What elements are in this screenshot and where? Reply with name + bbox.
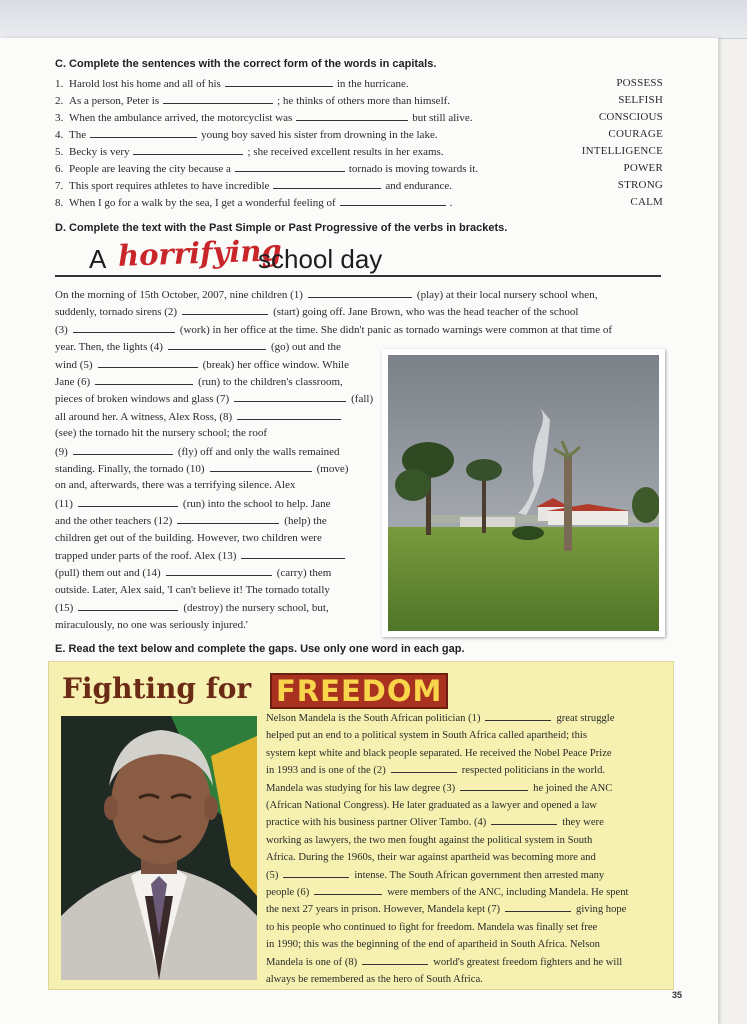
line-text: (work) in her office at the time. She didn't panic as tornado warnings were common at that time of (179, 323, 613, 336)
line-text: were members of the ANC, including Mandela. He spent (387, 887, 629, 898)
article-title-highlight: FREEDOM (270, 673, 448, 709)
text-line-8 (55, 409, 346, 424)
answer-blank[interactable] (210, 461, 312, 472)
line-text: practice with his business partner Oliver Tambo. (4) (266, 817, 487, 829)
text-line-4 (55, 339, 341, 354)
line-text: (pull) them out and (14) (55, 567, 161, 580)
line-text: (play) at their local nursery school when, (416, 289, 598, 301)
answer-blank[interactable] (460, 780, 528, 791)
sentence-8 (55, 195, 663, 210)
text-line-7 (55, 391, 373, 406)
line-text: Jane (6) (55, 376, 91, 388)
line-text: people (6) (266, 887, 310, 898)
line-text: respected politicians in the world. (461, 765, 606, 777)
text-line-6 (55, 374, 343, 389)
text-line-11 (266, 884, 629, 901)
line-text: (see) the tornado hit the nursery school; the roof (55, 427, 267, 440)
line-text: (5) (266, 869, 279, 881)
text-line-17 (55, 565, 331, 580)
sentence-text-after: ; she received excellent results in her exams. (247, 146, 444, 158)
answer-blank[interactable] (225, 76, 333, 87)
sentence-text-after: tornado is moving towards it. (348, 163, 479, 175)
sentence-text-after: in the hurricane. (336, 78, 409, 90)
tornado-photo (382, 349, 665, 637)
line-text: (run) to the children's classroom, (198, 376, 343, 388)
text-line-9 (266, 849, 596, 866)
sentence-3 (55, 110, 663, 125)
line-text: Nelson Mandela is the South African politician (1) (266, 713, 481, 724)
line-text: great struggle (556, 713, 615, 724)
section-e-heading: E. Read the text below and complete the gaps. Use only one word in each gap. (55, 643, 465, 655)
answer-blank[interactable] (273, 178, 381, 189)
answer-blank[interactable] (166, 565, 272, 576)
line-text: (fall) (351, 393, 374, 406)
sentence-number: 7. (55, 180, 64, 192)
page-number: 35 (672, 990, 683, 1000)
line-text: Mandela was studying for his law degree (3) (266, 782, 456, 794)
line-text: trapped under parts of the roof. Alex (13) (55, 550, 237, 562)
text-line-3 (55, 322, 612, 337)
text-line-1 (266, 710, 614, 727)
line-text: and the other teachers (12) (55, 515, 173, 528)
line-text: (start) going off. Jane Brown, who was the head teacher of the school (273, 306, 579, 319)
answer-blank[interactable] (362, 954, 428, 965)
answer-blank[interactable] (340, 195, 446, 206)
line-text: year. Then, the lights (4) (55, 341, 163, 354)
capital-word: STRONG (617, 179, 663, 191)
sentence-number: 6. (55, 163, 64, 175)
line-text: intense. The South African government then arrested many (354, 869, 605, 881)
answer-blank[interactable] (308, 287, 412, 298)
capital-word: COURAGE (608, 128, 663, 140)
text-line-12 (266, 901, 626, 918)
line-text: in 1993 and is one of the (2) (266, 765, 386, 777)
text-line-6 (266, 797, 597, 814)
line-text: they were (562, 817, 604, 829)
line-text: (destroy) the nursery school, but, (183, 602, 329, 615)
sentence-number: 1. (55, 78, 64, 90)
text-line-15 (55, 531, 322, 545)
line-text: all around her. A witness, Alex Ross, (8) (55, 410, 233, 423)
answer-blank[interactable] (234, 391, 346, 402)
text-line-12 (55, 478, 295, 492)
answer-blank[interactable] (485, 710, 551, 721)
sentence-text-after: but still alive. (412, 112, 473, 124)
line-text: (3) (55, 323, 68, 336)
answer-blank[interactable] (391, 762, 457, 773)
line-text: (carry) them (276, 567, 332, 580)
sentence-number: 5. (55, 146, 64, 158)
text-line-1 (55, 287, 597, 302)
sentence-text-before: The (69, 129, 87, 141)
title-underline (55, 275, 661, 277)
line-text: in 1990; this was the beginning of the end of apartheid in South Africa. Nelson (266, 939, 600, 951)
line-text: (help) the (284, 515, 327, 528)
line-text: the next 27 years in prison. However, Mandela kept (7) (266, 904, 501, 916)
sentence-text-before: When the ambulance arrived, the motorcyclist was (69, 112, 293, 124)
answer-blank[interactable] (314, 884, 382, 895)
sentence-number: 8. (55, 197, 64, 209)
line-text: always be remembered as the hero of South Africa. (266, 974, 483, 985)
answer-blank[interactable] (177, 513, 279, 524)
text-line-11 (55, 461, 348, 476)
text-line-15 (266, 954, 622, 971)
answer-blank[interactable] (491, 814, 557, 825)
sentence-text-after: ; he thinks of others more than himself. (277, 95, 451, 107)
section-d-heading: D. Complete the text with the Past Simple or Past Progressive of the verbs in brackets. (55, 222, 508, 234)
line-text: system kept white and black people separated. He received the Nobel Peace Prize (266, 747, 612, 759)
line-text: Mandela is one of (8) (266, 956, 358, 968)
sentence-text-before: Becky is very (69, 146, 130, 158)
capital-word: INTELLIGENCE (581, 145, 663, 157)
line-text: (fly) off and only the walls remained (177, 445, 340, 458)
sentence-4 (55, 127, 663, 142)
answer-blank[interactable] (182, 304, 268, 315)
line-text: standing. Finally, the tornado (10) (55, 463, 205, 475)
tornado-image (388, 355, 659, 631)
sentence-text-before: As a person, Peter is (69, 95, 160, 107)
answer-blank[interactable] (241, 548, 345, 559)
story-title-article: A (89, 244, 107, 274)
sentence-text-before: When I go for a walk by the sea, I get a wonderful feeling of (69, 197, 336, 209)
line-text: (run) into the school to help. Jane (182, 497, 331, 510)
mandela-portrait (61, 716, 257, 985)
text-line-18 (55, 583, 330, 597)
sentence-text-before: This sport requires athletes to have incredible (69, 180, 270, 192)
answer-blank[interactable] (163, 93, 273, 104)
story-title-highlight: horrifying (117, 233, 283, 273)
text-line-7 (266, 814, 604, 831)
answer-blank[interactable] (95, 374, 193, 385)
text-line-19 (55, 600, 329, 615)
answer-blank[interactable] (168, 339, 266, 350)
sentence-6 (55, 161, 663, 176)
line-text: suddenly, tornado sirens (2) (55, 306, 178, 319)
text-line-8 (266, 832, 592, 849)
capital-word: CALM (630, 196, 663, 208)
text-line-10 (266, 867, 604, 884)
line-text: he joined the ANC (533, 782, 613, 794)
text-line-9 (55, 426, 267, 440)
story-title-rest: school day (258, 244, 383, 274)
sentence-text-after: . (449, 197, 453, 209)
line-text: (break) her office window. While (202, 358, 349, 371)
text-line-16 (55, 548, 350, 563)
text-line-14 (55, 513, 327, 528)
article-title: Fighting for (62, 672, 252, 705)
line-text: wind (5) (55, 358, 93, 371)
line-text: children get out of the building. However, two children were (55, 531, 322, 544)
capital-word: CONSCIOUS (598, 111, 663, 123)
text-line-14 (266, 936, 600, 953)
line-text: (African National Congress). He later graduated as a lawyer and opened a law (266, 800, 597, 811)
text-line-16 (266, 971, 483, 988)
line-text: helped put an end to a political system in South Africa called apartheid; this (266, 730, 587, 742)
sentence-number: 2. (55, 95, 64, 107)
line-text: miraculously, no one was seriously injured.' (55, 618, 248, 631)
sentence-1 (55, 76, 663, 91)
sentence-7 (55, 178, 663, 193)
text-line-4 (266, 762, 605, 779)
text-line-3 (266, 745, 612, 762)
line-text: giving hope (576, 904, 627, 916)
answer-blank[interactable] (133, 144, 243, 155)
text-line-13 (266, 919, 597, 936)
line-text: working as lawyers, the two men fought against the political system in South (266, 834, 593, 846)
sentence-text-before: Harold lost his home and all of his (69, 78, 221, 90)
portrait-image (61, 716, 257, 980)
line-text: (9) (55, 445, 68, 458)
line-text: On the morning of 15th October, 2007, nine children (1) (55, 289, 303, 301)
capital-word: POSSESS (616, 77, 663, 89)
line-text: (11) (55, 497, 73, 510)
line-text: Africa. During the 1960s, their war against apartheid was becoming more and (266, 852, 596, 864)
line-text: pieces of broken windows and glass (7) (55, 393, 230, 406)
answer-blank[interactable] (505, 901, 571, 912)
text-line-10 (55, 444, 340, 459)
answer-blank[interactable] (78, 600, 178, 611)
line-text: (go) out and the (270, 341, 341, 354)
answer-blank[interactable] (235, 161, 345, 172)
line-text: (15) (55, 602, 74, 615)
answer-blank[interactable] (90, 127, 197, 138)
sentence-text-before: People are leaving the city because a (69, 163, 231, 175)
answer-blank[interactable] (296, 110, 408, 121)
answer-blank[interactable] (283, 867, 349, 878)
line-text: to his people who continued to fight for freedom. Mandela was finally set free (266, 921, 598, 933)
line-text: world's greatest freedom fighters and he will (433, 956, 623, 968)
sentence-5 (55, 144, 663, 159)
answer-blank[interactable] (237, 409, 341, 420)
capital-word: SELFISH (618, 94, 663, 106)
line-text: on and, afterwards, there was a terrifying silence. Alex (55, 479, 296, 492)
text-line-13 (55, 496, 330, 511)
sentence-text-after: and endurance. (385, 180, 452, 192)
line-text: (move) (316, 463, 349, 475)
answer-blank[interactable] (98, 357, 198, 368)
answer-blank[interactable] (73, 444, 173, 455)
text-line-20 (55, 618, 248, 632)
answer-blank[interactable] (73, 322, 175, 333)
sentence-text-after: young boy saved his sister from drowning in the lake. (201, 129, 438, 141)
sentence-number: 3. (55, 112, 64, 124)
line-text: outside. Later, Alex said, 'I can't believe it! The tornado totally (55, 583, 330, 596)
answer-blank[interactable] (78, 496, 178, 507)
text-line-2 (55, 304, 578, 319)
text-line-5 (55, 357, 349, 372)
sentence-2 (55, 93, 663, 108)
scan-top-band (0, 0, 747, 39)
section-c-heading: C. Complete the sentences with the correct form of the words in capitals. (55, 58, 437, 70)
text-line-5 (266, 780, 612, 797)
sentence-number: 4. (55, 129, 64, 141)
text-line-2 (266, 727, 587, 744)
capital-word: POWER (623, 162, 663, 174)
